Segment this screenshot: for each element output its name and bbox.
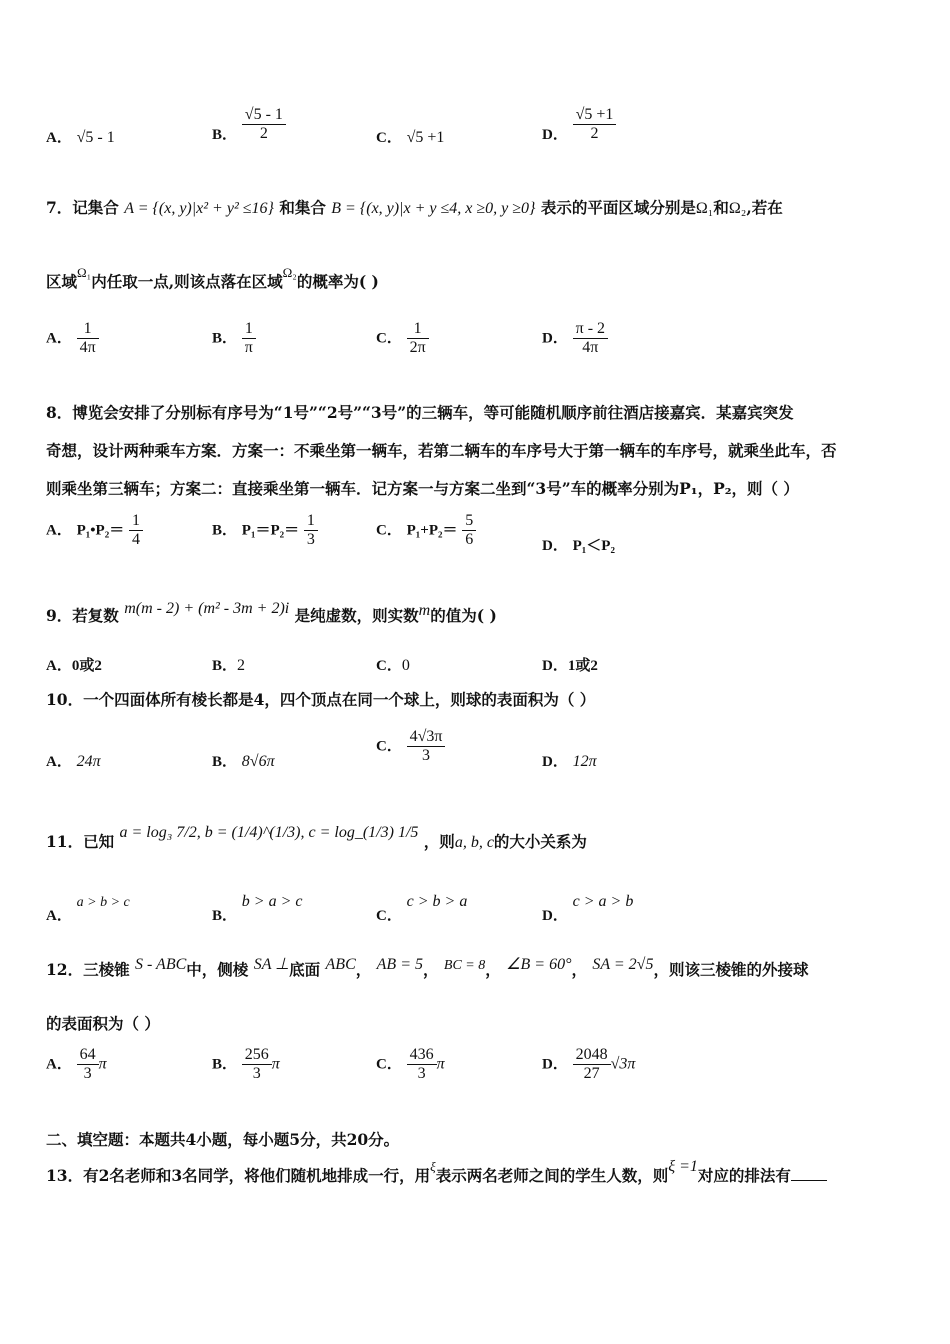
section-heading: 二、填空题：本题共4小题，每小题5分，共20分。	[46, 1130, 400, 1149]
q13-stem: 13．有2名老师和3名同学，将他们随机地排成一行，用$^\xi$表示两名老师之间的学生人数，则ξ =1对应的排法有	[46, 1164, 827, 1186]
q8-option-a[interactable]: A． P₁•P₂＝ $\frac{1}{4}$	[46, 512, 143, 549]
fraction: $\frac{1}{\pi}$	[242, 320, 256, 357]
q7-option-a[interactable]: A． $\frac{1}{4\pi}$	[46, 320, 99, 357]
fraction: $\frac{64}{3}$	[77, 1046, 99, 1083]
q12-stem-line2: 的表面积为（ ）	[46, 1014, 160, 1033]
q8-option-c[interactable]: C． P₁+P₂＝ $\frac{5}{6}$	[376, 512, 476, 549]
fraction: $\frac{1}{2\pi}$	[407, 320, 429, 357]
q10-stem: 10．一个四面体所有棱长都是4，四个顶点在同一个球上，则球的表面积为（ ）	[46, 690, 596, 709]
q6-option-d[interactable]: D． $\frac{√5 +1}{2}$	[542, 106, 616, 143]
q11-option-d[interactable]: D． c > a > b	[542, 893, 634, 924]
fraction: $\frac{√5 - 1}{2}$	[242, 106, 286, 143]
answer-blank[interactable]	[791, 1180, 827, 1181]
q9-option-a[interactable]: A．0或2	[46, 658, 102, 674]
q12-option-b[interactable]: B． $\frac{256}{3}$ π	[212, 1046, 280, 1082]
set-b: B = {(x, y)|x + y ≤4, x ≥0, y ≥0}	[331, 200, 536, 217]
q12-options	[46, 1046, 906, 1086]
q12-option-c[interactable]: C． $\frac{436}{3}$ π	[376, 1046, 445, 1082]
q9-option-d[interactable]: D．1或2	[542, 658, 598, 674]
fraction: $\frac{436}{3}$	[407, 1046, 437, 1083]
fraction: $\frac{1}{3}$	[304, 512, 318, 549]
q10-option-d[interactable]: D． 12π	[542, 753, 597, 770]
q8-option-d[interactable]: D． P₁＜P₂	[542, 538, 615, 554]
q9-option-c[interactable]: C．0	[376, 657, 410, 674]
q9-stem: 9．若复数 m(m - 2) + (m² - 3m + 2)i 是纯虚数，则实数m的值为( )	[46, 600, 497, 625]
fraction: $\frac{1}{4}$	[129, 512, 143, 549]
q10-option-a[interactable]: A． 24π	[46, 753, 101, 770]
fraction: $\frac{5}{6}$	[462, 512, 476, 549]
q7-stem-line2: 区域$^{\Omega_1}$内任取一点,则该点落在区域$^{\Omega_2}$的概率为( )	[46, 265, 379, 291]
fraction: $\frac{1}{4\pi}$	[77, 320, 99, 357]
q10-options	[46, 726, 906, 770]
q7-stem-line1: 7．记集合 A = {(x, y)|x² + y² ≤16} 和集合 B = {(x, y)|x + y ≤4, x ≥0, y ≥0} 表示的平面区域分别是Ω₁和Ω₂,若在	[46, 198, 783, 217]
q6-option-c[interactable]: C． √5 +1	[376, 129, 445, 146]
q9-option-b[interactable]: B．2	[212, 657, 246, 674]
fraction: $\frac{2048}{27}$	[573, 1046, 611, 1083]
q6-options	[46, 104, 906, 144]
q11-options	[46, 890, 906, 930]
fraction: $\frac{4√3\pi}{3}$	[407, 728, 446, 765]
q11-option-c[interactable]: C． c > b > a	[376, 893, 468, 924]
q8-options	[46, 512, 906, 552]
q8-stem: 8．博览会安排了分别标有序号为“1号”“2号”“3号”的三辆车，等可能随机顺序前往酒店接嘉宾．某嘉宾突发 奇想，设计两种乘车方案．方案一：不乘坐第一辆车，若第二辆车的车序号大于第一辆车的车序号，就乘坐此车，否 则乘坐第三辆车；方案二：直接乘坐第一辆车．记方案一与方案二坐到“3号”车的概率分别为P₁，P₂，则（ ）	[46, 403, 837, 498]
q7-options	[46, 320, 906, 360]
fraction: $\frac{√5 +1}{2}$	[573, 106, 617, 143]
q10-option-c[interactable]: C． $\frac{4√3\pi}{3}$	[376, 728, 445, 765]
q11-option-b[interactable]: B． b > a > c	[212, 893, 303, 924]
q11-option-a[interactable]: A． a > b > c	[46, 895, 130, 924]
q7-option-d[interactable]: D． $\frac{\pi - 2}{4\pi}$	[542, 320, 608, 357]
q10-option-b[interactable]: B． 8√6π	[212, 753, 275, 770]
q12-stem-line1: 12．三棱锥 S - ABC中，侧棱 SA ⊥底面 ABC， AB = 5， BC = 8， ∠B = 60°， SA = 2√5，则该三棱锥的外接球	[46, 956, 809, 979]
q6-option-b[interactable]: B． $\frac{√5 - 1}{2}$	[212, 106, 286, 143]
q7-option-b[interactable]: B． $\frac{1}{\pi}$	[212, 320, 256, 357]
q8-option-b[interactable]: B． P₁＝P₂＝ $\frac{1}{3}$	[212, 512, 318, 549]
q12-option-a[interactable]: A． $\frac{64}{3}$ π	[46, 1046, 107, 1082]
q12-option-d[interactable]: D． $\frac{2048}{27}$ √3π	[542, 1046, 636, 1082]
fraction: $\frac{256}{3}$	[242, 1046, 272, 1083]
fraction: $\frac{\pi - 2}{4\pi}$	[573, 320, 608, 357]
q11-stem: 11．已知 a = log₃ 7/2, b = (1/4)^(1/3), c = log_(1/3) 1/5 ，则a, b, c的大小关系为	[46, 824, 587, 851]
q7-option-c[interactable]: C． $\frac{1}{2\pi}$	[376, 320, 429, 357]
q6-option-a[interactable]: A． √5 - 1	[46, 129, 115, 146]
set-a: A = {(x, y)|x² + y² ≤16}	[124, 200, 274, 217]
